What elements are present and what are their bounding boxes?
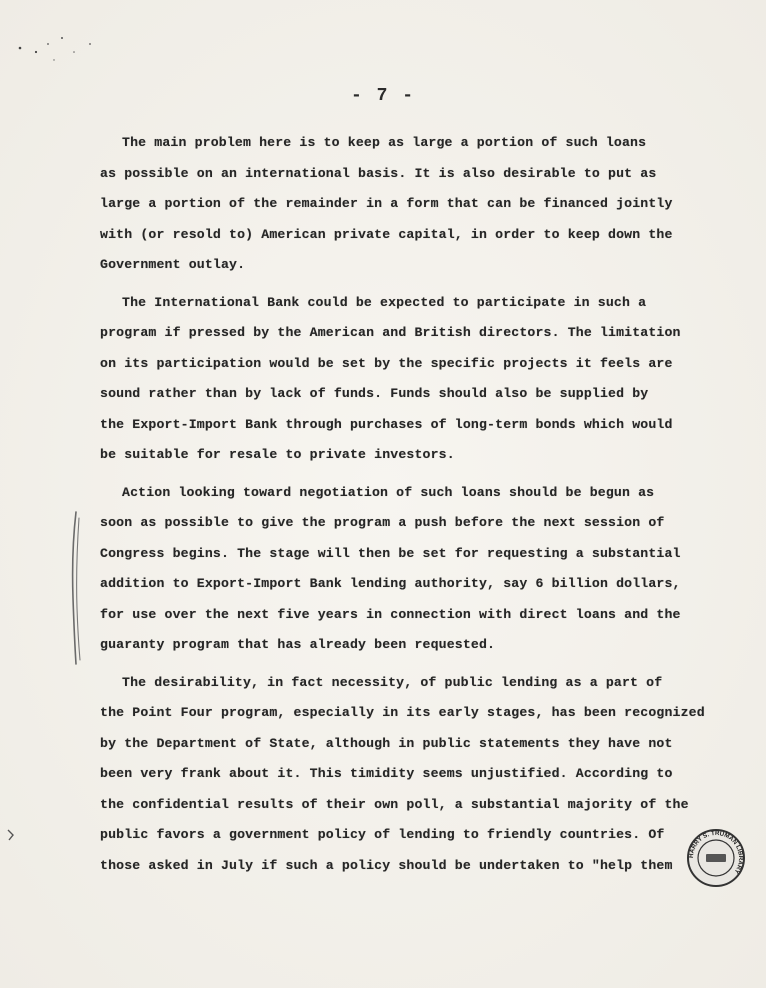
paragraph-1 — [100, 128, 740, 281]
margin-tick-icon — [6, 828, 16, 842]
text-line: soon as possible to give the program a push before the next session of — [100, 515, 665, 530]
paragraph-2 — [100, 288, 740, 471]
text-line: those asked in July if such a policy should be undertaken to "help them — [100, 857, 673, 873]
text-line: guaranty program that has already been requested. — [100, 637, 496, 652]
ink-specks-icon — [14, 30, 104, 70]
text-line: Government outlay. — [100, 257, 246, 272]
text-line: as possible on an international basis. It is also desirable to put as — [100, 165, 657, 181]
archive-stamp-icon — [686, 828, 746, 888]
text-line: large a portion of the remainder in a form that can be financed jointly — [100, 196, 673, 211]
text-line: the confidential results of their own poll, a substantial majority of the — [100, 796, 689, 812]
text-line: Congress begins. The stage will then be set for requesting a substantial — [100, 545, 681, 561]
text-line: Action looking toward negotiation of such loans should be begun as — [122, 484, 655, 500]
text-line: for use over the next five years in connection with direct loans and the — [100, 606, 681, 622]
text-line: the Export-Import Bank through purchases of long-term bonds which would — [100, 416, 673, 432]
text-line: by the Department of State, although in public statements they have not — [100, 735, 673, 751]
body-text — [100, 128, 740, 881]
page-number: - 7 - — [350, 86, 415, 106]
text-line: public favors a government policy of lending to friendly countries. Of — [100, 827, 665, 842]
paragraph-4 — [100, 668, 740, 882]
paragraph-3 — [100, 478, 740, 661]
text-line: program if pressed by the American and British directors. The limitation — [100, 325, 681, 340]
text-line: The desirability, in fact necessity, of public lending as a part of — [122, 674, 663, 690]
text-line: The International Bank could be expected to participate in such a — [122, 294, 647, 310]
handwritten-vertical-line-icon — [66, 508, 90, 668]
text-line: the Point Four program, especially in its early stages, has been recognized — [100, 705, 705, 720]
text-line: The main problem here is to keep as large a portion of such loans — [122, 135, 647, 150]
text-line: be suitable for resale to private investors. — [100, 447, 455, 462]
text-line: sound rather than by lack of funds. Funds should also be supplied by — [100, 386, 649, 401]
stamp-text: HARRY S. TRUMAN LIBRARY — [687, 829, 745, 875]
text-line: addition to Export-Import Bank lending authority, say 6 billion dollars, — [100, 576, 681, 591]
text-line: on its participation would be set by the specific projects it feels are — [100, 355, 673, 371]
text-line: been very frank about it. This timidity seems unjustified. According to — [100, 766, 673, 781]
text-line: with (or resold to) American private capital, in order to keep down the — [100, 226, 673, 242]
